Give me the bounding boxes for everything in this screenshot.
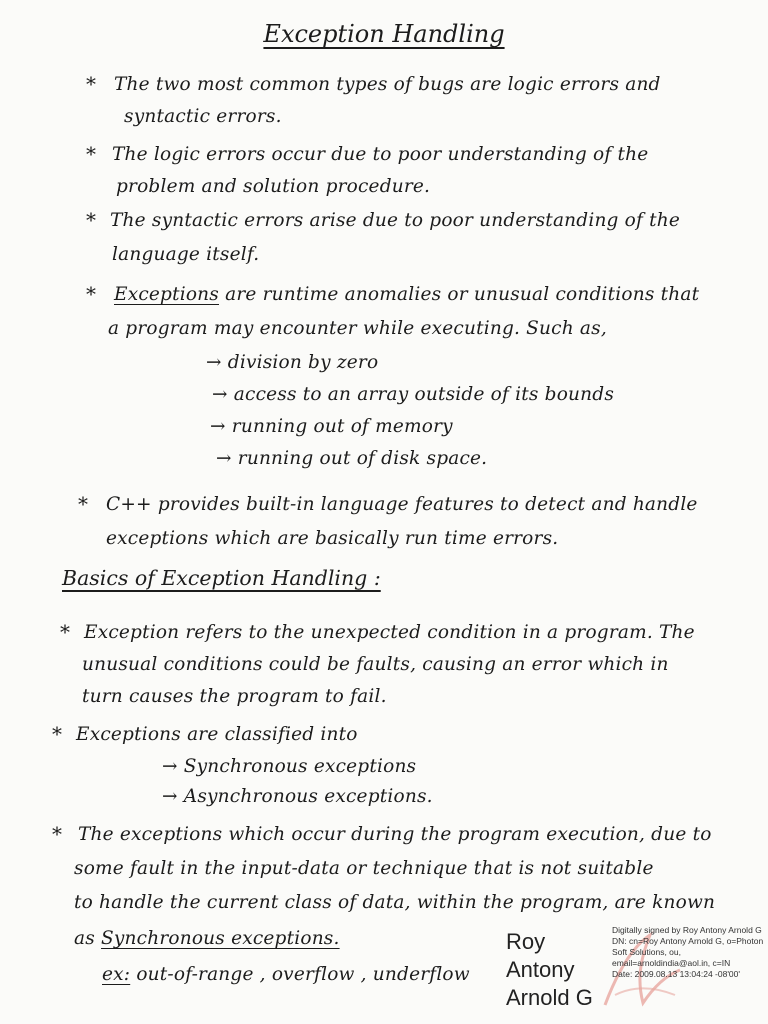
note-line: problem and solution procedure. (116, 176, 431, 197)
bullet-star: * (86, 72, 96, 96)
list-item: → running out of disk space. (216, 448, 488, 469)
signature-name-line: Arnold G (506, 985, 593, 1010)
page-title: Exception Handling (263, 20, 505, 48)
bullet-star: * (52, 722, 62, 746)
note-line: The syntactic errors arise due to poor understanding of the (110, 210, 681, 231)
exceptions-term: Exceptions (114, 284, 219, 305)
example-text: out-of-range , overflow , underflow (136, 964, 470, 985)
note-line: Exceptions are classified into (76, 724, 358, 745)
note-line: language itself. (112, 244, 260, 265)
note-line-prefix: as (74, 928, 95, 949)
note-line: a program may encounter while executing. Such as, (108, 318, 607, 339)
list-item: → Synchronous exceptions (162, 756, 417, 777)
list-item: → access to an array outside of its bounds (212, 384, 615, 405)
example-label: ex: (102, 964, 131, 985)
note-line: The two most common types of bugs are logic errors and (114, 74, 661, 95)
note-line: Exception refers to the unexpected condition in a program. The (84, 622, 695, 643)
list-item: → running out of memory (210, 416, 453, 437)
section-heading: Basics of Exception Handling : (62, 566, 381, 590)
signature-name-line: Roy (506, 929, 546, 954)
note-line: C++ provides built-in language features to detect and handle (106, 494, 698, 515)
bullet-star: * (60, 620, 70, 644)
signature-name-line: Antony (506, 957, 575, 982)
note-line: to handle the current class of data, within the program, are known (74, 892, 716, 913)
note-line: exceptions which are basically run time errors. (106, 528, 559, 549)
note-line: some fault in the input-data or technique that is not suitable (74, 858, 654, 879)
note-line: The exceptions which occur during the program execution, due to (78, 824, 712, 845)
note-line: unusual conditions could be faults, causing an error which in (82, 654, 669, 675)
note-line: turn causes the program to fail. (82, 686, 387, 707)
signature-detail-line: DN: cn=Roy Antony Arnold G, o=Photon Soft Solutions, ou, email=arnoldindia@aol.in, c=IN (612, 936, 764, 968)
list-item: → Asynchronous exceptions. (162, 786, 433, 807)
signature-detail-line: Date: 2009.08.13 13:04:24 -08'00' (612, 969, 741, 979)
signature-name (506, 928, 601, 1012)
list-item: → division by zero (206, 352, 379, 373)
bullet-star: * (86, 282, 96, 306)
note-line: The logic errors occur due to poor understanding of the (112, 144, 649, 165)
note-line: syntactic errors. (124, 106, 282, 127)
note-line-sync (74, 928, 340, 949)
synchronous-term: Synchronous exceptions. (101, 928, 340, 949)
note-line-exceptions (114, 284, 699, 305)
signature-details (612, 925, 764, 980)
bullet-star: * (78, 492, 88, 516)
example-line (102, 964, 470, 985)
bullet-star: * (86, 208, 96, 232)
bullet-star: * (86, 142, 96, 166)
signature-detail-line: Digitally signed by Roy Antony Arnold G (612, 925, 762, 935)
note-line-rest: are runtime anomalies or unusual conditions that (225, 284, 700, 305)
bullet-star: * (52, 822, 62, 846)
